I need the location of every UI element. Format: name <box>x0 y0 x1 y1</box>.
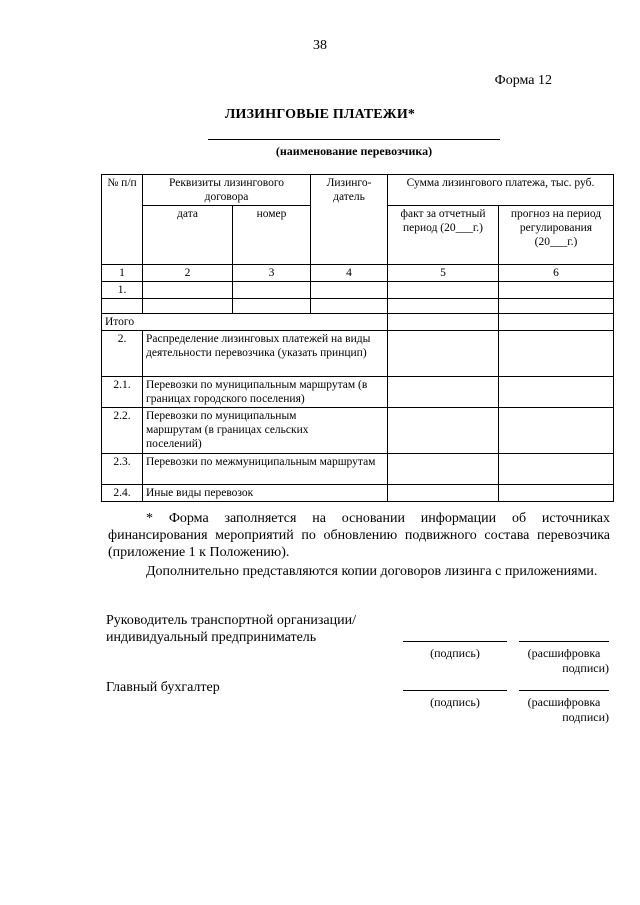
page-title: ЛИЗИНГОВЫЕ ПЛАТЕЖИ* <box>224 107 416 122</box>
table-cell <box>388 377 499 408</box>
table-cell <box>388 454 499 485</box>
table-cell <box>143 282 233 299</box>
header-contract-details: Реквизиты лизингового договора <box>143 175 311 206</box>
section-number: 2. <box>102 331 143 377</box>
section-label: Иные виды перевозок <box>143 485 388 502</box>
carrier-caption: (наименование перевозчика) <box>275 144 433 158</box>
section-number: 2.1. <box>102 377 143 408</box>
table-cell <box>388 299 499 314</box>
head-title-line1: Руководитель транспортной организации/ <box>106 613 356 628</box>
attachments-note: Дополнительно представляются копии договоров лизинга с приложениями. <box>146 564 598 579</box>
header-fact: факт за отчетный период (20___г.) <box>388 206 499 265</box>
table-cell <box>233 282 311 299</box>
footnote: * Форма заполняется на основании информации об источниках финансирования мероприятий по обновлению подвижного состава перевозчика (приложение 1 к Положению). <box>108 511 610 560</box>
col-number: 5 <box>388 265 499 282</box>
section-label: Перевозки по межмуниципальным маршрутам <box>143 454 388 485</box>
carrier-name-line <box>208 139 500 140</box>
section-label: Распределение лизинговых платежей на виды деятельности перевозчика (указать принцип) <box>143 331 388 377</box>
section-label: Перевозки по муниципальным маршрутам (в границах сельских поселений) <box>143 408 388 454</box>
table-cell <box>388 314 499 331</box>
header-num: № п/п <box>102 175 143 265</box>
table-cell <box>499 485 614 502</box>
table-cell <box>499 299 614 314</box>
header-lessor: Лизинго-датель <box>311 175 388 265</box>
head-title-line2: индивидуальный предприниматель <box>106 630 317 645</box>
table-cell <box>388 282 499 299</box>
form-number: Форма 12 <box>494 73 552 88</box>
decoding-line <box>519 641 609 642</box>
signature-line <box>403 641 507 642</box>
table-cell <box>388 408 499 454</box>
total-label: Итого <box>102 314 388 331</box>
col-number: 1 <box>102 265 143 282</box>
table-cell <box>102 299 143 314</box>
table-cell <box>499 282 614 299</box>
col-number: 6 <box>499 265 614 282</box>
decoding-caption: (расшифровка <box>527 695 601 709</box>
leasing-payments-table <box>101 174 614 502</box>
header-payment-sum: Сумма лизингового платежа, тыс. руб. <box>388 175 614 206</box>
decoding-line <box>519 690 609 691</box>
decoding-caption: подписи) <box>562 710 609 724</box>
row-1-number: 1. <box>102 282 143 299</box>
col-number: 4 <box>311 265 388 282</box>
table-cell <box>499 454 614 485</box>
section-number: 2.2. <box>102 408 143 454</box>
header-date: дата <box>143 206 233 265</box>
table-cell <box>499 377 614 408</box>
signature-caption: (подпись) <box>430 695 480 709</box>
table-cell <box>233 299 311 314</box>
section-number: 2.3. <box>102 454 143 485</box>
table-cell <box>143 299 233 314</box>
signature-line <box>403 690 507 691</box>
table-cell <box>499 314 614 331</box>
section-number: 2.4. <box>102 485 143 502</box>
page-number: 38 <box>313 38 327 53</box>
header-forecast: прогноз на период регулирования (20___г.) <box>499 206 614 265</box>
table-cell <box>499 408 614 454</box>
decoding-caption: подписи) <box>562 661 609 675</box>
header-number: номер <box>233 206 311 265</box>
decoding-caption: (расшифровка <box>527 646 601 660</box>
col-number: 2 <box>143 265 233 282</box>
signature-caption: (подпись) <box>430 646 480 660</box>
table-cell <box>388 331 499 377</box>
section-label: Перевозки по муниципальным маршрутам (в границах городского поселения) <box>143 377 388 408</box>
table-cell <box>311 282 388 299</box>
table-cell <box>311 299 388 314</box>
table-cell <box>388 485 499 502</box>
table-cell <box>499 331 614 377</box>
chief-accountant-label: Главный бухгалтер <box>106 680 220 695</box>
col-number: 3 <box>233 265 311 282</box>
